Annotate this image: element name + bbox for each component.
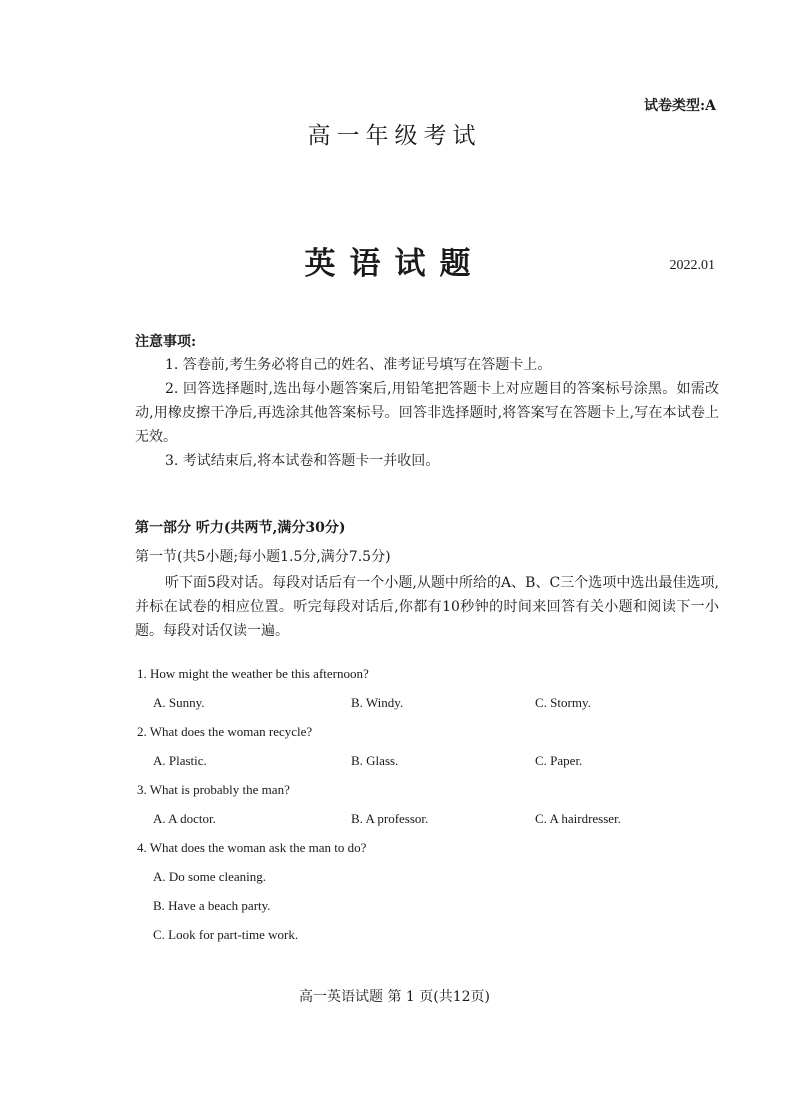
question-4-option-c: C. Look for part-time work.	[153, 927, 299, 942]
part1-heading: 第一部分 听力(共两节,满分30分)	[135, 520, 346, 536]
question-1-option-a: A. Sunny.	[153, 695, 205, 710]
section1-heading: 第一节(共5小题;每小题1.5分,满分7.5分)	[135, 549, 391, 565]
notes-heading: 注意事项:	[135, 334, 197, 350]
note-item-2: 2. 回答选择题时,选出每小题答案后,用铅笔把答题卡上对应题目的答案标号涂黑。如需改动,用橡皮擦干净后,再选涂其他答案标号。回答非选择题时,将答案写在答题卡上,写在本试卷上无效。	[135, 381, 719, 445]
question-3-option-a: A. A doctor.	[153, 811, 216, 826]
page-footer: 高一英语试题 第 1 页(共12页)	[299, 989, 490, 1005]
question-3-option-b: B. A professor.	[351, 811, 429, 826]
question-1-stem: 1. How might the weather be this afternoon?	[137, 666, 369, 681]
question-2-stem: 2. What does the woman recycle?	[137, 724, 313, 739]
question-1-option-b: B. Windy.	[351, 695, 404, 710]
question-2-option-a: A. Plastic.	[153, 753, 207, 768]
note-item-1: 1. 答卷前,考生务必将自己的姓名、准考证号填写在答题卡上。	[165, 357, 552, 373]
question-4-option-a: A. Do some cleaning.	[153, 869, 267, 884]
question-3-stem: 3. What is probably the man?	[137, 782, 290, 797]
question-3-option-c: C. A hairdresser.	[535, 811, 621, 826]
listening-instructions: 听下面5段对话。每段对话后有一个小题,从题中所给的A、B、C三个选项中选出最佳选项,并标在试卷的相应位置。听完每段对话后,你都有10秒钟的时间来回答有关小题和阅读下一小题。每段对话仅读一遍。	[135, 575, 719, 639]
question-2-option-c: C. Paper.	[535, 753, 583, 768]
question-4-stem: 4. What does the woman ask the man to do?	[137, 840, 367, 855]
paper-type-label: 试卷类型:A	[643, 98, 716, 114]
grade-title: 高一年级考试	[307, 123, 482, 149]
exam-date: 2022.01	[669, 258, 715, 273]
question-2-option-b: B. Glass.	[351, 753, 399, 768]
exam-title: 英语试题	[304, 246, 485, 282]
question-1-option-c: C. Stormy.	[535, 695, 591, 710]
note-item-3: 3. 考试结束后,将本试卷和答题卡一并收回。	[165, 453, 440, 469]
question-4-option-b: B. Have a beach party.	[153, 898, 271, 913]
